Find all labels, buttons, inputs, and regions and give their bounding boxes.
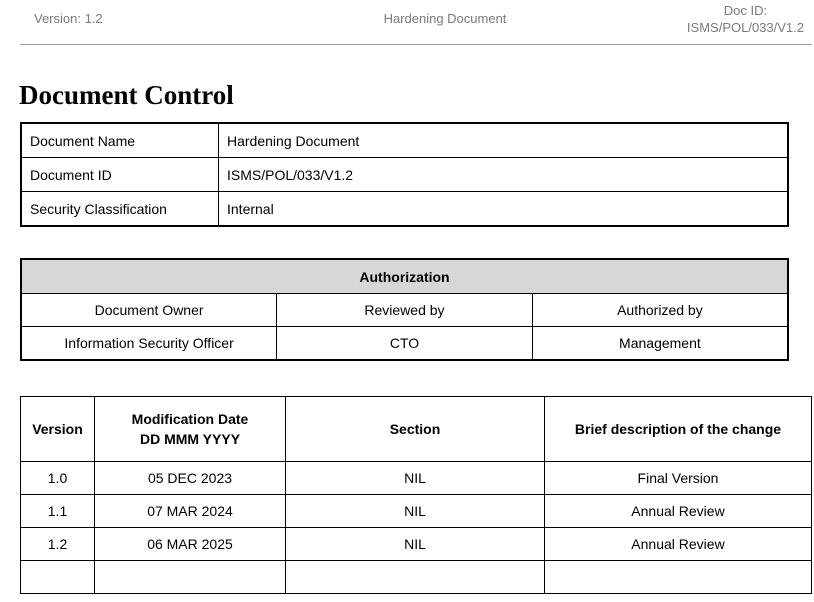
table-row xyxy=(21,462,812,495)
date-header-line1: Modification Date xyxy=(131,411,249,427)
control-value: ISMS/POL/033/V1.2 xyxy=(219,158,789,192)
table-row xyxy=(21,158,788,192)
table-row xyxy=(21,327,788,361)
cell-date: 07 MAR 2024 xyxy=(95,495,286,528)
cell-description xyxy=(545,561,812,594)
cell-version: 1.1 xyxy=(21,495,95,528)
table-row xyxy=(21,561,812,594)
table-header-row xyxy=(21,397,812,462)
column-header-modification-date xyxy=(95,397,286,462)
cell-date: 05 DEC 2023 xyxy=(95,462,286,495)
header-doc-id-label: Doc ID: xyxy=(723,3,768,18)
cell-version: 1.2 xyxy=(21,528,95,561)
control-key: Security Classification xyxy=(21,192,219,227)
header-version: Version: 1.2 xyxy=(34,11,103,26)
header-doc-id xyxy=(687,2,804,36)
table-row xyxy=(21,192,788,227)
cell-section: NIL xyxy=(286,528,545,561)
authorization-value: CTO xyxy=(277,327,533,361)
cell-description: Annual Review xyxy=(545,528,812,561)
control-key: Document ID xyxy=(21,158,219,192)
authorization-value: Information Security Officer xyxy=(21,327,277,361)
control-value: Hardening Document xyxy=(219,123,789,158)
authorization-header: Authorized by xyxy=(532,294,788,327)
table-row xyxy=(21,495,812,528)
authorization-header: Reviewed by xyxy=(277,294,533,327)
column-header-version: Version xyxy=(21,397,95,462)
cell-version xyxy=(21,561,95,594)
table-row xyxy=(21,123,788,158)
cell-section xyxy=(286,561,545,594)
document-control-table xyxy=(20,122,789,227)
column-header-description: Brief description of the change xyxy=(545,397,812,462)
cell-date: 06 MAR 2025 xyxy=(95,528,286,561)
authorization-header: Document Owner xyxy=(21,294,277,327)
cell-date xyxy=(95,561,286,594)
cell-description: Final Version xyxy=(545,462,812,495)
control-value: Internal xyxy=(219,192,789,227)
cell-section: NIL xyxy=(286,495,545,528)
date-header-line2: DD MMM YYYY xyxy=(139,431,241,447)
header-doc-id-value: ISMS/POL/033/V1.2 xyxy=(686,20,804,35)
authorization-table xyxy=(20,258,789,361)
column-header-section: Section xyxy=(286,397,545,462)
cell-section: NIL xyxy=(286,462,545,495)
header-title: Hardening Document xyxy=(383,11,507,26)
revision-history-table xyxy=(20,396,812,594)
cell-description: Annual Review xyxy=(545,495,812,528)
section-title: Document Control xyxy=(19,80,234,110)
table-row xyxy=(21,294,788,327)
authorization-value: Management xyxy=(532,327,788,361)
control-key: Document Name xyxy=(21,123,219,158)
page-header xyxy=(20,0,812,45)
table-row xyxy=(21,528,812,561)
cell-version: 1.0 xyxy=(21,462,95,495)
table-row xyxy=(21,259,788,294)
authorization-caption: Authorization xyxy=(21,259,788,294)
